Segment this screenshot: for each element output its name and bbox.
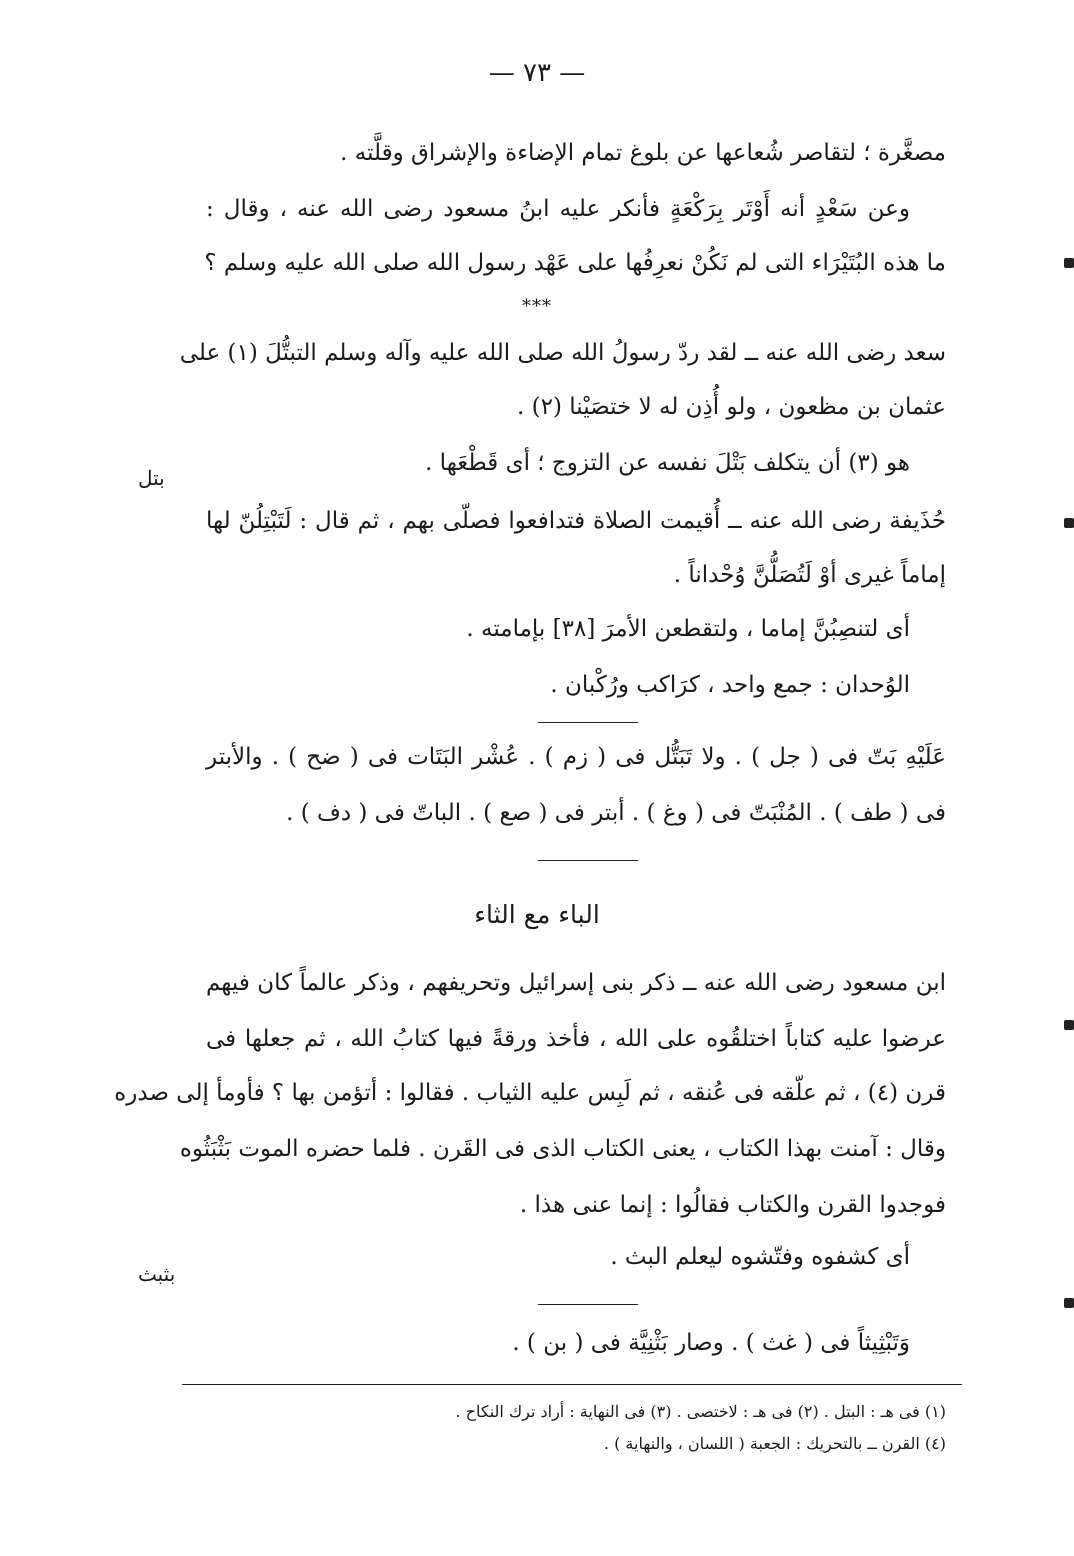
- paragraph-8-line-4: وقال : آمنت بهذا الكتاب ، يعنى الكتاب الذى فى القَرن . فلما حضره الموت بَثْبَثُوه: [179, 1136, 946, 1162]
- paragraph-1-line-1: مصغَّرة ؛ لتقاصر شُعاعها عن بلوغ تمام الإضاءة والإشراق وقلَّته .: [340, 140, 946, 166]
- paragraph-2-line-1: وعن سَعْدٍ أنه أَوْتَر بِرَكْعَةٍ فأنكر عليه ابنُ مسعود رضى الله عنه ، وقال :: [206, 196, 910, 222]
- paragraph-5-line-1: حُذَيفة رضى الله عنه ــ أُقيمت الصلاة فتدافعوا فصلّى بهم ، ثم قال : لَتَبْتِلُنّ لها: [206, 508, 946, 534]
- paragraph-9-line-1: أى كشفوه وفتّشوه ليعلم البث .: [610, 1244, 910, 1270]
- edge-mark-2: [1064, 518, 1074, 528]
- paragraph-8-line-5: فوجدوا القرن والكتاب فقالُوا : إنما عنى هذا .: [519, 1192, 946, 1218]
- section-heading: الباء مع الثاء: [474, 900, 600, 929]
- edge-mark-3: [1064, 1020, 1074, 1030]
- divider-rule-1: [538, 722, 638, 723]
- paragraph-4-line-1: هو (٣) أن يتكلف بَتْلَ نفسه عن التزوج ؛ أى قَطْعَها .: [425, 450, 910, 476]
- page-number: — ٧٣ —: [488, 58, 586, 88]
- paragraph-8-line-3: قرن (٤) ، ثم علّقه فى عُنقه ، ثم لَبِس عليه الثياب . فقالوا : أتؤمن بها ؟ فأومأ إلى صدره: [114, 1080, 946, 1106]
- paragraph-2-line-2: ما هذه البُتَيْرَاء التى لم نَكُنْ نعرِفُها على عَهْد رسول الله صلى الله عليه وسلم ؟: [204, 250, 946, 276]
- footnote-line-2: (٤) القرن ــ بالتحريك : الجعبة ( اللسان ، والنهاية ) .: [603, 1434, 946, 1453]
- edge-mark-1: [1064, 258, 1074, 268]
- paragraph-3-line-1: سعد رضى الله عنه ــ لقد ردّ رسولُ الله صلى الله عليه وآله وسلم التبتُّلَ (١) على: [179, 340, 946, 366]
- footnote-line-1: (١) فى هـ : البتل . (٢) فى هـ : لاختصى . (٣) فى النهاية : أراد ترك النكاح .: [455, 1402, 946, 1421]
- references-2-line-1: وَتَبْثِيثاً فى ( غث ) . وصار بَثْنِيَّة فى ( بن ) .: [512, 1330, 910, 1356]
- paragraph-6-line-1: أى لتنصِبُنَّ إماما ، ولتقطعن الأمرَ [٣٨] بإمامته .: [466, 616, 910, 642]
- paragraph-8-line-1: ابن مسعود رضى الله عنه ــ ذكر بنى إسرائيل وتحريفهم ، وذكر عالماً كان فيهم: [206, 970, 946, 996]
- divider-rule-2: [538, 860, 638, 861]
- paragraph-5-line-2: إماماً غيرى أوْ لَتُصَلُّنَّ وُحْداناً .: [673, 562, 946, 588]
- edge-mark-4: [1064, 1298, 1074, 1308]
- paragraph-7-line-1: الوُحدان : جمع واحد ، كرَاكب ورُكْبان .: [550, 672, 910, 698]
- references-1-line-2: فى ( طف ) . المُنْبَتّ فى ( وغ ) . أبتر فى ( صع ) . الباتّ فى ( دف ) .: [286, 800, 946, 826]
- references-1-line-1: عَلَيْهِ بَتّ فى ( جل ) . ولا تَبَتُّل فى ( زم ) . عُشْر البَتَات فى ( ضح ) . والأبتر: [206, 744, 946, 770]
- divider-rule-3: [538, 1304, 638, 1305]
- margin-note-batal: بتل: [138, 466, 165, 490]
- separator-stars: ***: [522, 296, 552, 317]
- paragraph-8-line-2: عرضوا عليه كتاباً اختلقُوه على الله ، فأخذ ورقةً فيها كتابُ الله ، ثم جعلها فى: [206, 1026, 946, 1052]
- margin-note-bathbath: بثبث: [138, 1262, 176, 1286]
- paragraph-3-line-2: عثمان بن مظعون ، ولو أُذِن له لا ختصَيْنا (٢) .: [517, 394, 946, 420]
- footnote-rule: [182, 1384, 962, 1385]
